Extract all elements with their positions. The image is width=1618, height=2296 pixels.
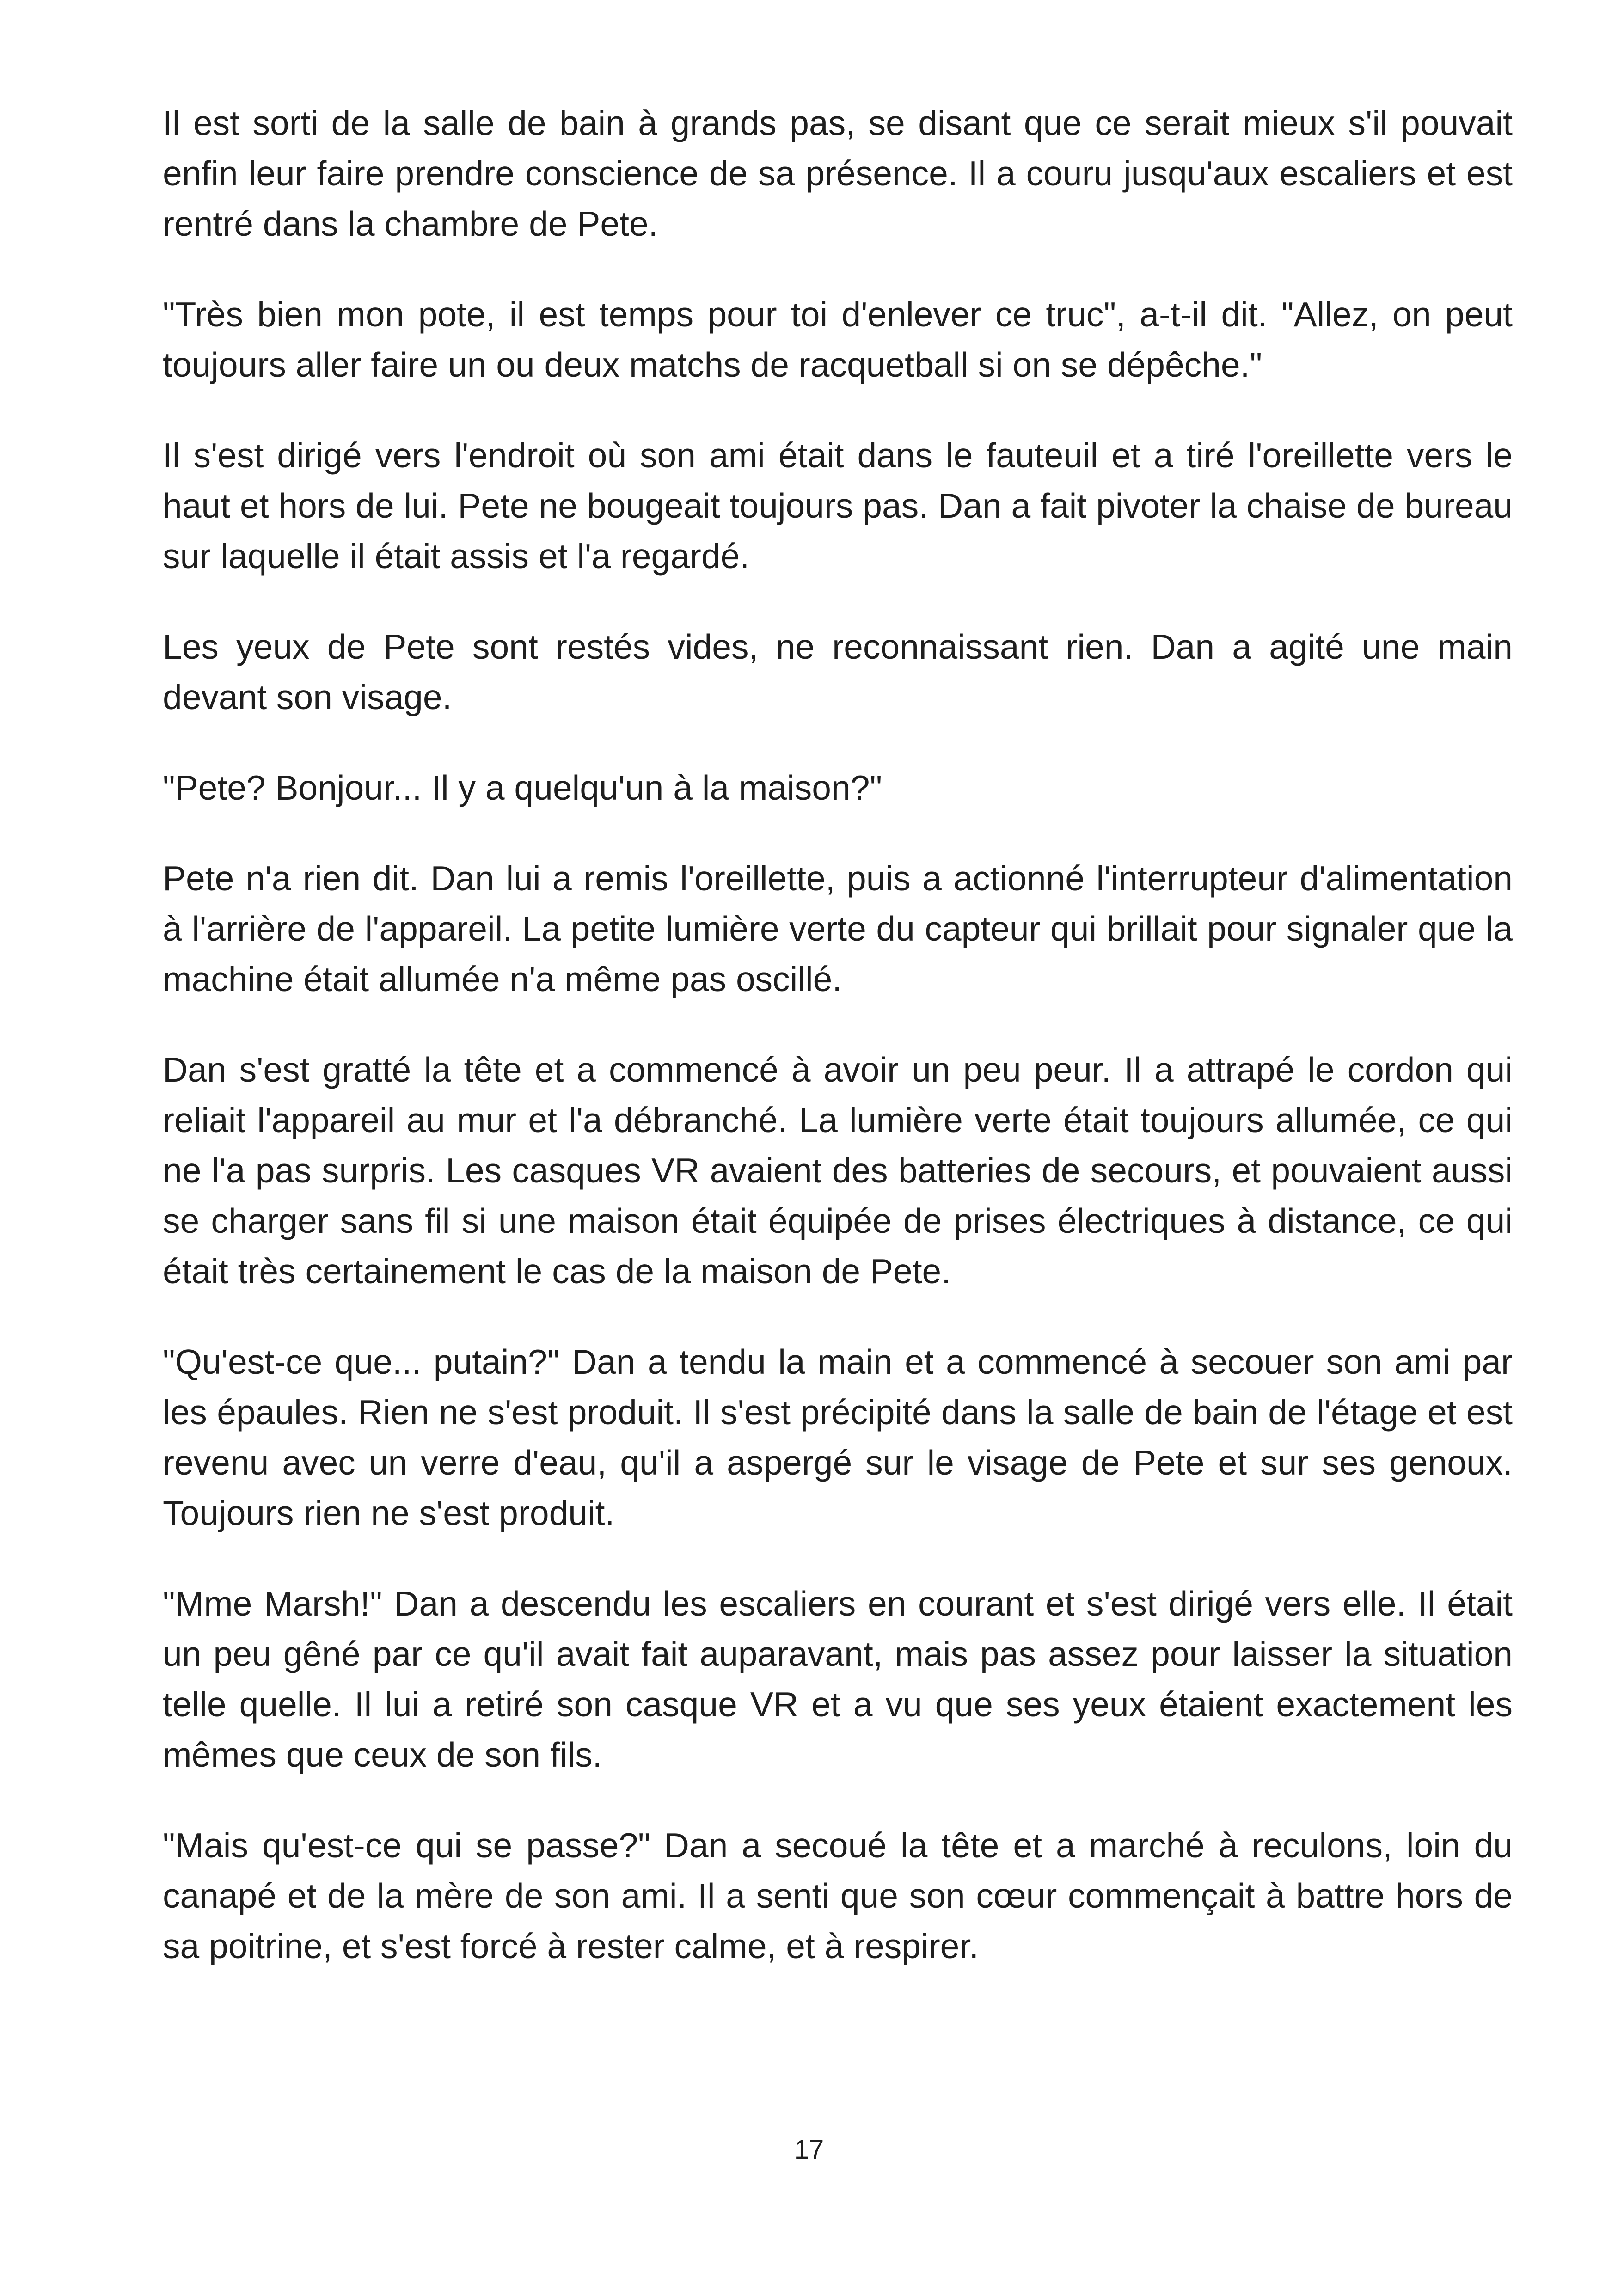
paragraph: "Mais qu'est-ce qui se passe?" Dan a secoué la tête et a marché à reculons, loin du canapé et de la mère de son ami. Il a senti que son cœur commençait à battre hors de sa poitrine, et s'est forcé à rester calme, et à respirer. [163,1826,1513,1965]
paragraph: Dan s'est gratté la tête et a commencé à avoir un peu peur. Il a attrapé le cordon qui reliait l'appareil au mur et l'a débranché. La lumière verte était toujours allumée, ce qui ne l'a pas surpris. Les casques VR avaient des batteries de secours, et pouvaient aussi se charger sans fil si une maison était équipée de prises électriques à distance, ce qui était très certainement le cas de la maison de Pete. [163,1050,1513,1291]
paragraph: "Très bien mon pote, il est temps pour toi d'enlever ce truc", a-t-il dit. "Allez, on peut toujours aller faire un ou deux matchs de racquetball si on se dépêche." [163,295,1513,384]
paragraph: Il s'est dirigé vers l'endroit où son ami était dans le fauteuil et a tiré l'oreillette vers le haut et hors de lui. Pete ne bougeait toujours pas. Dan a fait pivoter la chaise de bureau sur laquelle il était assis et l'a regardé. [163,436,1513,576]
body-text [163,98,1513,2012]
paragraph: Pete n'a rien dit. Dan lui a remis l'oreillette, puis a actionné l'interrupteur d'alimentation à l'arrière de l'appareil. La petite lumière verte du capteur qui brillait pour signaler que la machine était allumée n'a même pas oscillé. [163,859,1513,998]
paragraph: "Qu'est-ce que... putain?" Dan a tendu la main et a commencé à secouer son ami par les épaules. Rien ne s'est produit. Il s'est précipité dans la salle de bain de l'étage et est revenu avec un verre d'eau, qu'il a aspergé sur le visage de Pete et sur ses genoux. Toujours rien ne s'est produit. [163,1342,1513,1532]
paragraph: Les yeux de Pete sont restés vides, ne reconnaissant rien. Dan a agité une main devant son visage. [163,627,1513,716]
paragraph: "Mme Marsh!" Dan a descendu les escaliers en courant et s'est dirigé vers elle. Il était un peu gêné par ce qu'il avait fait auparavant, mais pas assez pour laisser la situation telle quelle. Il lui a retiré son casque VR et a vu que ses yeux étaient exactement les mêmes que ceux de son fils. [163,1584,1513,1774]
paragraph: "Pete? Bonjour... Il y a quelqu'un à la maison?" [163,768,883,807]
paragraph: Il est sorti de la salle de bain à grands pas, se disant que ce serait mieux s'il pouvait enfin leur faire prendre conscience de sa présence. Il a couru jusqu'aux escaliers et est rentré dans la chambre de Pete. [163,104,1513,243]
page-number: 17 [794,2135,824,2165]
